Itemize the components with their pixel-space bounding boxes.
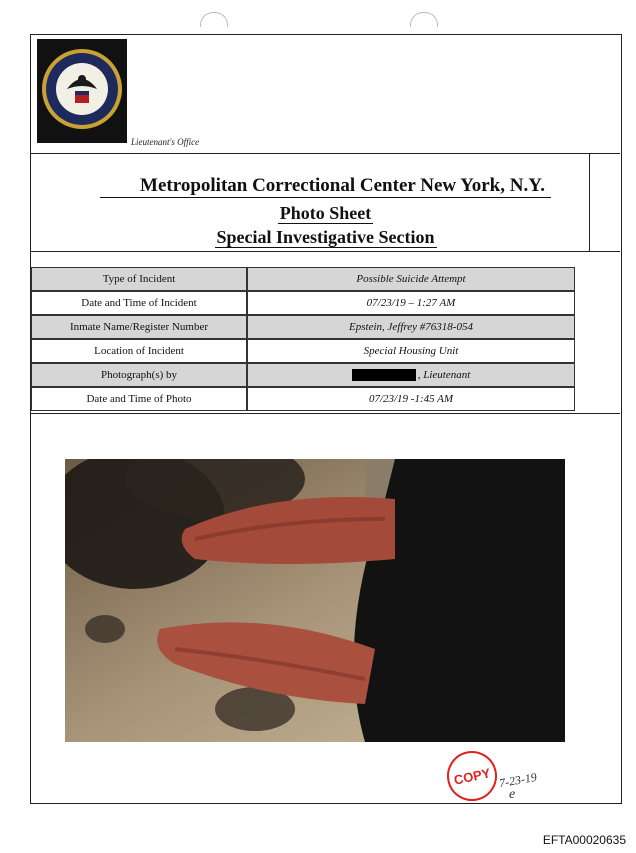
table-row — [31, 363, 575, 387]
table-divider — [31, 413, 620, 414]
row-value: Special Housing Unit — [247, 339, 575, 363]
redaction-bar — [352, 369, 416, 381]
row-value: Possible Suicide Attempt — [247, 267, 575, 291]
header-divider — [31, 153, 620, 154]
row-value: 07/23/19 – 1:27 AM — [247, 291, 575, 315]
incident-photograph — [65, 459, 565, 742]
row-label: Photograph(s) by — [31, 363, 247, 387]
sheet-header — [31, 35, 620, 252]
row-label: Date and Time of Photo — [31, 387, 247, 411]
photo-sheet-page — [30, 34, 622, 804]
row-label: Date and Time of Incident — [31, 291, 247, 315]
bates-number: EFTA00020635 — [542, 833, 626, 847]
table-row — [31, 339, 575, 363]
table-row — [31, 291, 575, 315]
incident-info-table — [31, 267, 575, 411]
section-title: Special Investigative Section — [216, 227, 435, 247]
stamp-date-note: 7-23-19 — [497, 769, 538, 791]
row-value — [247, 363, 575, 387]
photographer-title: , Lieutenant — [417, 368, 471, 381]
row-label: Type of Incident — [31, 267, 247, 291]
lieutenant-office-label: Lieutenant's Office — [131, 137, 200, 147]
row-label: Location of Incident — [31, 339, 247, 363]
row-label: Inmate Name/Register Number — [31, 315, 247, 339]
table-row — [31, 387, 575, 411]
table-row — [31, 267, 575, 291]
sheet-title: Photo Sheet — [279, 203, 372, 223]
binder-hole-right — [410, 12, 438, 27]
stamp-initial: e — [509, 787, 516, 802]
binder-hole-left — [200, 12, 228, 27]
copy-stamp: COPY — [442, 746, 501, 805]
row-value: Epstein, Jeffrey #76318-054 — [247, 315, 575, 339]
table-row — [31, 315, 575, 339]
row-value: 07/23/19 -1:45 AM — [247, 387, 575, 411]
facility-title: Metropolitan Correctional Center New York, N.Y. — [31, 175, 620, 197]
bop-seal-icon — [37, 39, 127, 143]
